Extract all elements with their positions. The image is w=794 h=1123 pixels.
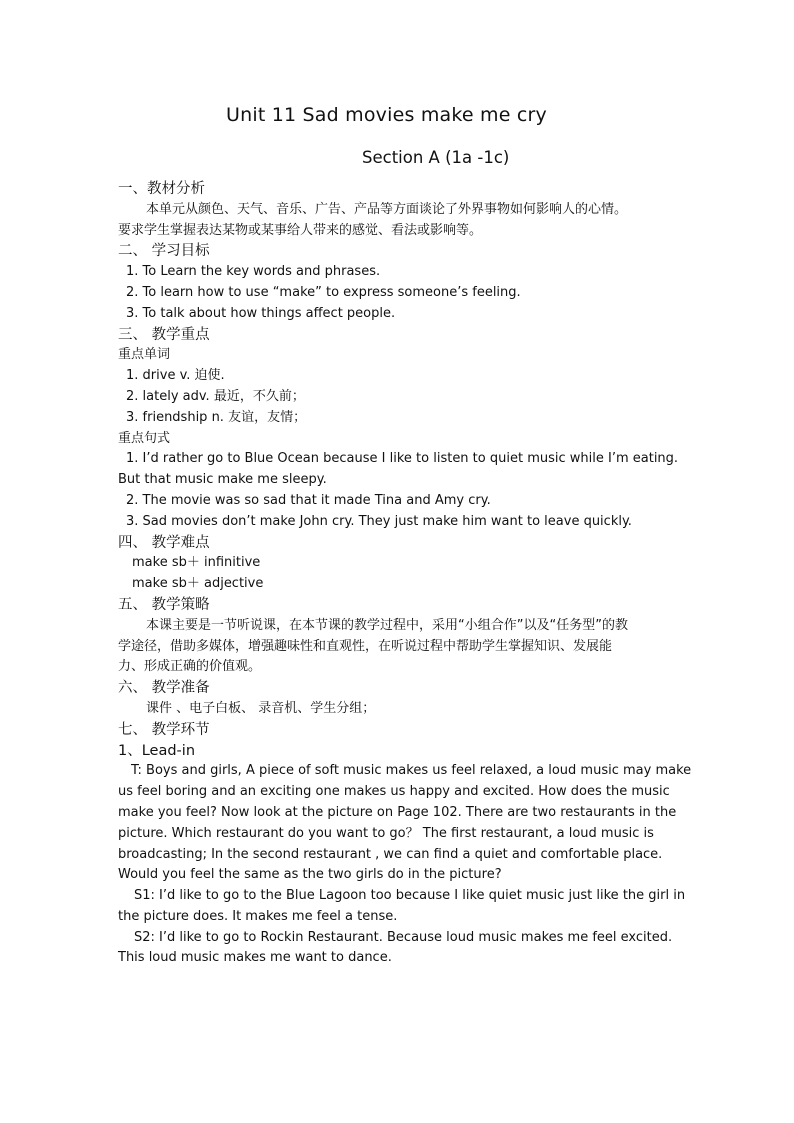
paragraph-line: 课件 、电子白板、 录音机、学生分组；: [146, 700, 376, 716]
section-heading-3: 三、 教学重点: [118, 326, 210, 343]
sub-heading: 1、Lead-in: [118, 742, 196, 759]
sub-heading: 重点句式: [118, 430, 171, 446]
paragraph-line: 本单元从颜色、天气、音乐、广告、产品等方面谈论了外界事物如何影响人的心情。: [146, 201, 628, 217]
section-heading-1: 一、教材分析: [118, 181, 205, 197]
list-item: 2. To learn how to use “make” to express someone’s feeling.: [126, 284, 521, 300]
section-heading-2: 二、 学习目标: [118, 243, 210, 260]
list-item: make sb＋ infinitive: [132, 555, 261, 571]
list-item: 2. The movie was so sad that it made Tina and Amy cry.: [126, 492, 491, 508]
dialogue-line: broadcasting; In the second restaurant , we can find a quiet and comfortable place.: [118, 846, 663, 862]
list-item: 3. Sad movies don’t make John cry. They just make him want to leave quickly.: [126, 513, 632, 529]
list-item: 1. To Learn the key words and phrases.: [126, 264, 381, 280]
list-item: 1. drive v. 迫使.: [126, 368, 225, 384]
dialogue-line: us feel boring and an exciting one makes us happy and excited. How does the music: [118, 784, 670, 800]
paragraph-line: 学途径，借助多媒体，增强趣味性和直观性，在听说过程中帮助学生掌握知识、发展能: [118, 638, 613, 654]
dialogue-line: make you feel? Now look at the picture on Page 102. There are two restaurants in the: [118, 804, 677, 820]
list-item: 2. lately adv. 最近，不久前；: [126, 388, 305, 404]
section-heading-5: 五、 教学策略: [118, 596, 210, 613]
list-item: 3. friendship n. 友谊，友情；: [126, 409, 307, 425]
paragraph-line: 本课主要是一节听说课，在本节课的教学过程中，采用“小组合作”以及“任务型”的教: [146, 617, 628, 633]
dialogue-line: T: Boys and girls, A piece of soft music makes us feel relaxed, a loud music may make: [131, 763, 692, 779]
dialogue-line: the picture does. It makes me feel a tense.: [118, 908, 398, 924]
paragraph-line: 力、形成正确的价值观。: [118, 659, 262, 675]
dialogue-line: Would you feel the same as the two girls do in the picture?: [118, 867, 502, 883]
section-heading-6: 六、 教学准备: [118, 680, 210, 697]
document-title: Unit 11 Sad movies make me cry: [226, 104, 547, 126]
paragraph-line: 要求学生掌握表达某物或某事给人带来的感觉、看法或影响等。: [118, 222, 483, 238]
list-item-continuation: But that music make me sleepy.: [118, 472, 327, 488]
list-item: make sb＋ adjective: [132, 576, 264, 592]
dialogue-line: This loud music makes me want to dance.: [118, 950, 392, 966]
section-heading-4: 四、 教学难点: [118, 534, 210, 551]
dialogue-line: picture. Which restaurant do you want to go？ The first restaurant, a loud music is: [118, 825, 654, 841]
dialogue-line: S2: I’d like to go to Rockin Restaurant. Because loud music makes me feel excited.: [134, 929, 673, 945]
document-body: [118, 179, 692, 969]
list-item: 3. To talk about how things affect people.: [126, 305, 396, 321]
sub-heading: 重点单词: [118, 347, 171, 363]
section-heading-7: 七、 教学环节: [118, 721, 210, 738]
dialogue-line: S1: I’d like to go to the Blue Lagoon too because I like quiet music just like the girl in: [134, 888, 686, 904]
section-subtitle: Section A (1a -1c): [362, 148, 510, 167]
list-item: 1. I’d rather go to Blue Ocean because I like to listen to quiet music while I’m eating.: [126, 451, 679, 467]
